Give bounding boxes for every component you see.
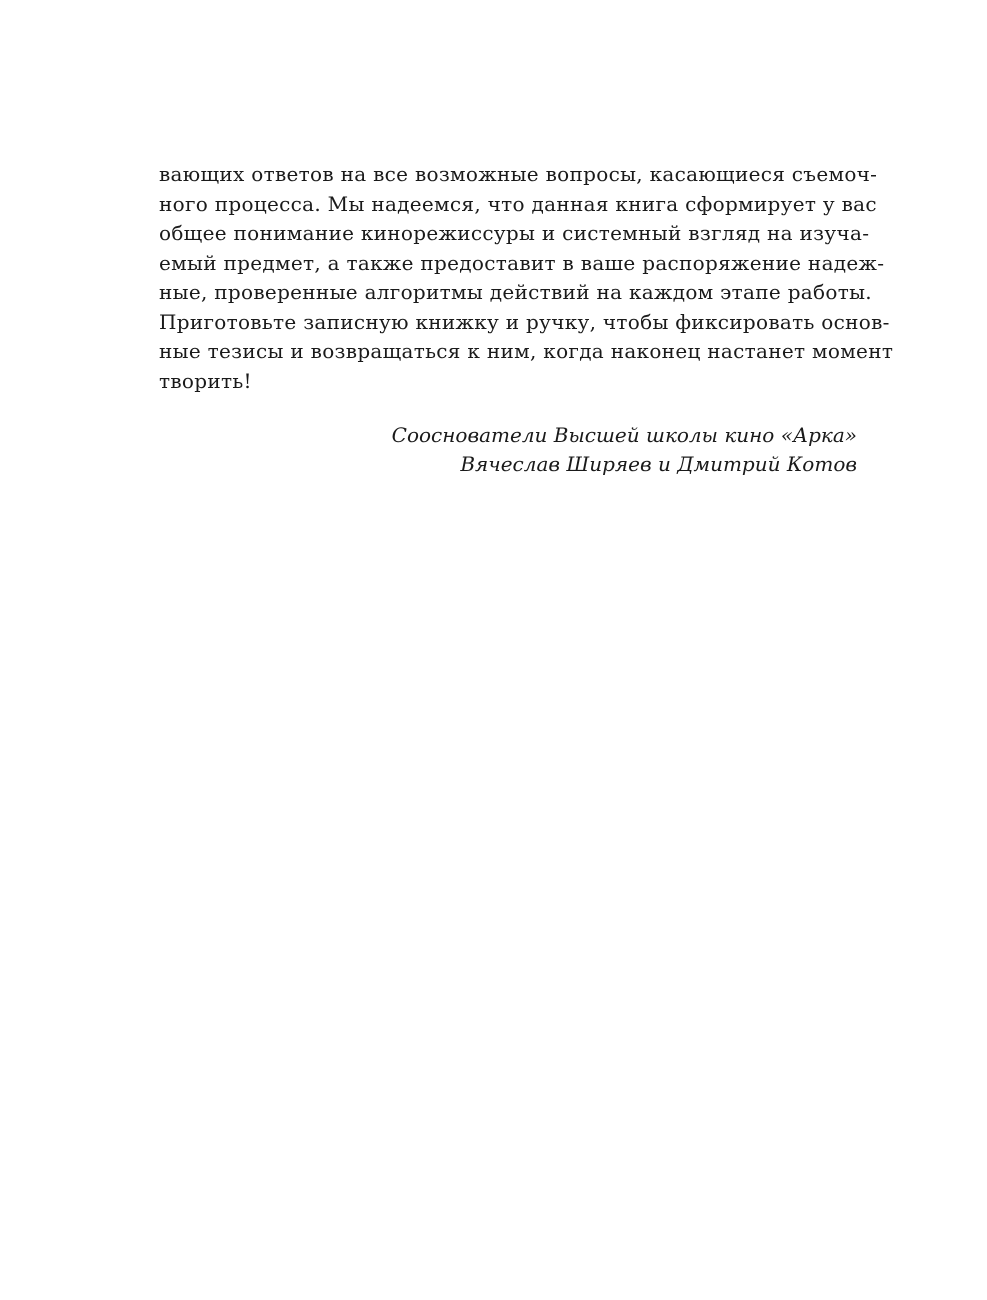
paragraph-line: ного процесса. Мы надеемся, что данная книга сформирует у вас — [159, 191, 877, 216]
signature-title: Сооснователи Высшей школы кино «Арка» — [391, 423, 857, 447]
paragraph-line: вающих ответов на все возможные вопросы, касающиеся съемоч- — [159, 162, 878, 186]
paragraph-line: Приготовьте записную книжку и ручку, чтобы фиксировать основ- — [159, 309, 890, 334]
signature-authors: Вячеслав Ширяев и Дмитрий Котов — [460, 452, 857, 476]
paragraph-line: творить! — [159, 368, 252, 393]
paragraph-line: емый предмет, а также предоставит в ваше распоряжение надеж- — [159, 250, 885, 275]
body-paragraph — [159, 160, 894, 396]
paragraph-line: общее понимание кинорежиссуры и системный взгляд на изуча- — [159, 221, 870, 245]
paragraph-line: ные тезисы и возвращаться к ним, когда наконец настанет момент — [159, 339, 894, 363]
paragraph-line: ные, проверенные алгоритмы действий на каждом этапе работы. — [159, 280, 872, 304]
signature-block — [392, 421, 857, 479]
